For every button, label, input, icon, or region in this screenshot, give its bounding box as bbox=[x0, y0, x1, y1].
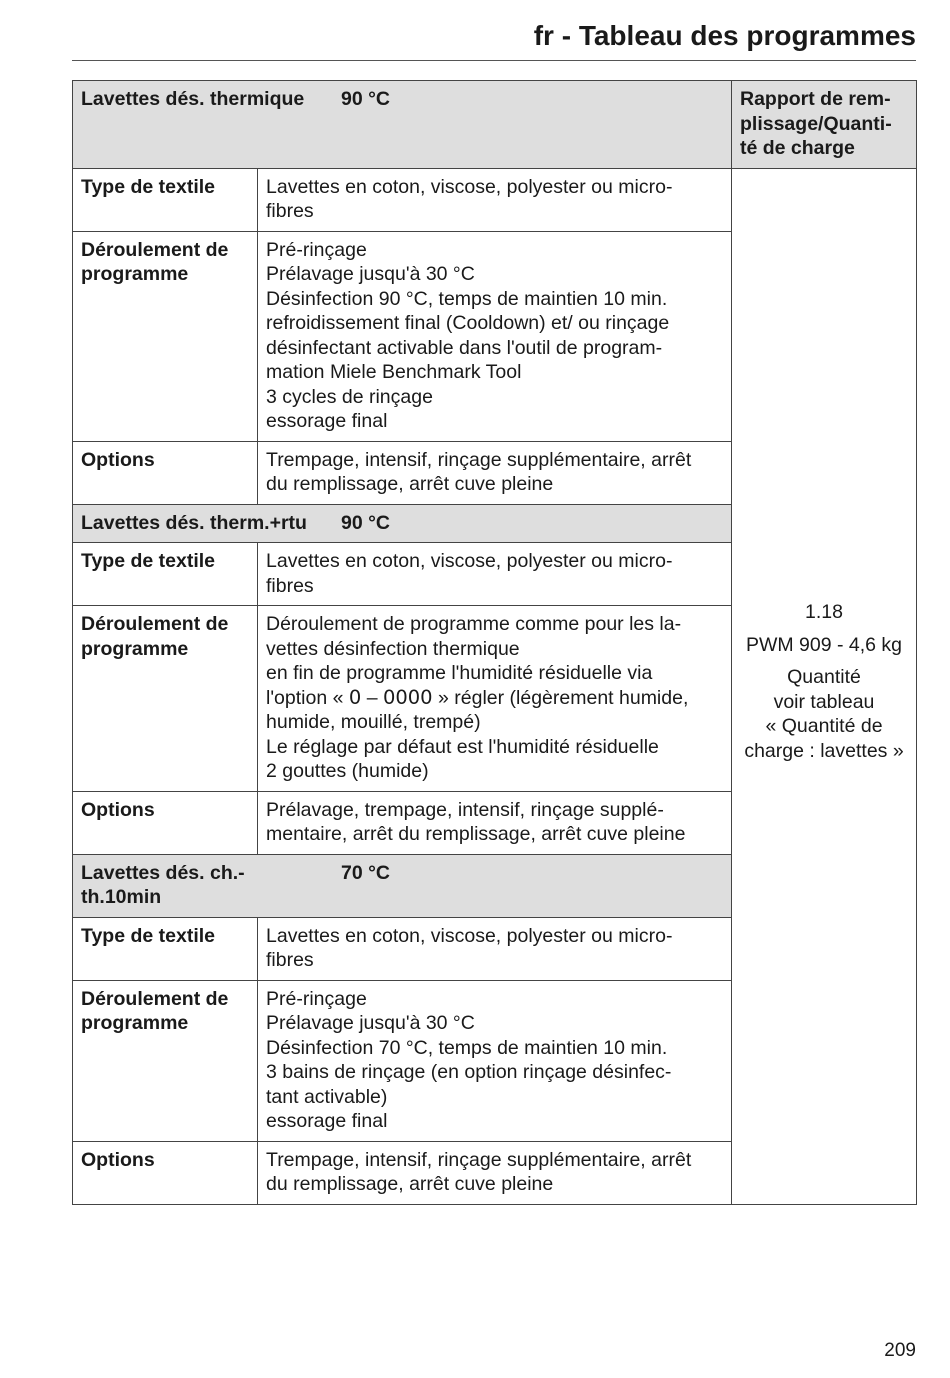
value-line: vettes désinfection thermique bbox=[266, 637, 520, 660]
value-line: Pré-rinçage bbox=[266, 238, 367, 261]
value-line: Prélavage jusqu'à 30 °C bbox=[266, 1012, 475, 1034]
row-label: Type de textile bbox=[73, 168, 258, 231]
row-value bbox=[258, 606, 732, 792]
value-line: Désinfection 90 °C, temps de maintien 10 min. bbox=[266, 287, 668, 310]
row-label: Options bbox=[73, 441, 258, 504]
value-line: 3 cycles de rinçage bbox=[266, 385, 433, 408]
row-label: Type de textile bbox=[73, 543, 258, 606]
program-name: Lavettes dés. ch.- th.10min bbox=[81, 861, 245, 908]
row-value bbox=[258, 231, 732, 441]
section-header-row bbox=[73, 81, 917, 169]
row-label: Déroulement de programme bbox=[73, 231, 258, 441]
page-number: 209 bbox=[884, 1340, 916, 1361]
value-line: humide, mouillé, trempé) bbox=[266, 711, 481, 733]
value-line: tant activable) bbox=[266, 1085, 388, 1108]
program-temperature: 90 °C bbox=[341, 88, 390, 110]
header-divider bbox=[72, 60, 916, 61]
value-line: Déroulement de programme comme pour les la- bbox=[266, 613, 682, 635]
row-label: Options bbox=[73, 791, 258, 854]
rapport-heading: Rapport de rem- plissage/Quanti- té de charge bbox=[732, 81, 917, 169]
value-line: refroidissement final (Cooldown) et/ ou rinçage bbox=[266, 312, 670, 334]
value-line: fibres bbox=[266, 949, 314, 971]
row-value bbox=[258, 917, 732, 980]
value-line: Pré-rinçage bbox=[266, 987, 367, 1010]
value-line: Prélavage jusqu'à 30 °C bbox=[266, 263, 475, 285]
value-line: du remplissage, arrêt cuve pleine bbox=[266, 473, 554, 495]
value-line: Lavettes en coton, viscose, polyester ou micro- bbox=[266, 550, 673, 572]
row-value bbox=[258, 168, 732, 231]
value-line: fibres bbox=[266, 200, 314, 222]
value-line: mentaire, arrêt du remplissage, arrêt cuve pleine bbox=[266, 823, 686, 845]
value-line: essorage final bbox=[266, 410, 388, 432]
row-label: Type de textile bbox=[73, 917, 258, 980]
load-quantity-note: Quantité voir tableau « Quantité de charge : lavettes » bbox=[744, 666, 904, 762]
value-line: essorage final bbox=[266, 1110, 388, 1132]
page-title: fr - Tableau des programmes bbox=[533, 20, 916, 51]
value-line: Lavettes en coton, viscose, polyester ou micro- bbox=[266, 175, 673, 198]
value-line: Lavettes en coton, viscose, polyester ou micro- bbox=[266, 924, 673, 947]
value-line: Trempage, intensif, rinçage supplémentaire, arrêt bbox=[266, 448, 692, 471]
value-line: 3 bains de rinçage (en option rinçage désinfec- bbox=[266, 1061, 672, 1083]
value-line: Prélavage, trempage, intensif, rinçage supplé- bbox=[266, 798, 664, 821]
fill-ratio: 1.18 bbox=[805, 601, 843, 623]
row-value bbox=[258, 1141, 732, 1204]
value-line: 2 gouttes (humide) bbox=[266, 760, 429, 782]
value-line: l'option « 𝟢 – 𝟢𝟢𝟢𝟢 » régler (légèrement humide, bbox=[266, 686, 689, 709]
value-line: mation Miele Benchmark Tool bbox=[266, 361, 522, 383]
row-value bbox=[258, 543, 732, 606]
row-label: Déroulement de programme bbox=[73, 606, 258, 792]
row-value bbox=[258, 980, 732, 1141]
value-line: en fin de programme l'humidité résiduelle via bbox=[266, 662, 653, 684]
value-line: Trempage, intensif, rinçage supplémentaire, arrêt bbox=[266, 1148, 692, 1171]
machine-model: PWM 909 - 4,6 kg bbox=[745, 633, 903, 656]
row-label: Options bbox=[73, 1141, 258, 1204]
row-value bbox=[258, 791, 732, 854]
program-table bbox=[72, 80, 917, 1205]
value-line: désinfectant activable dans l'outil de program- bbox=[266, 336, 663, 359]
value-line: Le réglage par défaut est l'humidité résiduelle bbox=[266, 735, 659, 758]
value-line: du remplissage, arrêt cuve pleine bbox=[266, 1173, 554, 1195]
program-temperature: 70 °C bbox=[341, 861, 390, 884]
row-label: Déroulement de programme bbox=[73, 980, 258, 1141]
program-temperature: 90 °C bbox=[341, 511, 390, 534]
value-line: Désinfection 70 °C, temps de maintien 10 min. bbox=[266, 1036, 668, 1059]
program-name: Lavettes dés. therm.+rtu bbox=[81, 511, 307, 534]
rapport-cell bbox=[732, 168, 917, 1204]
value-line: fibres bbox=[266, 574, 314, 597]
section-title bbox=[73, 81, 732, 169]
row-value bbox=[258, 441, 732, 504]
program-name: Lavettes dés. thermique bbox=[81, 88, 305, 110]
section-title bbox=[73, 504, 732, 543]
section-title bbox=[73, 854, 732, 917]
table-row bbox=[73, 168, 917, 231]
